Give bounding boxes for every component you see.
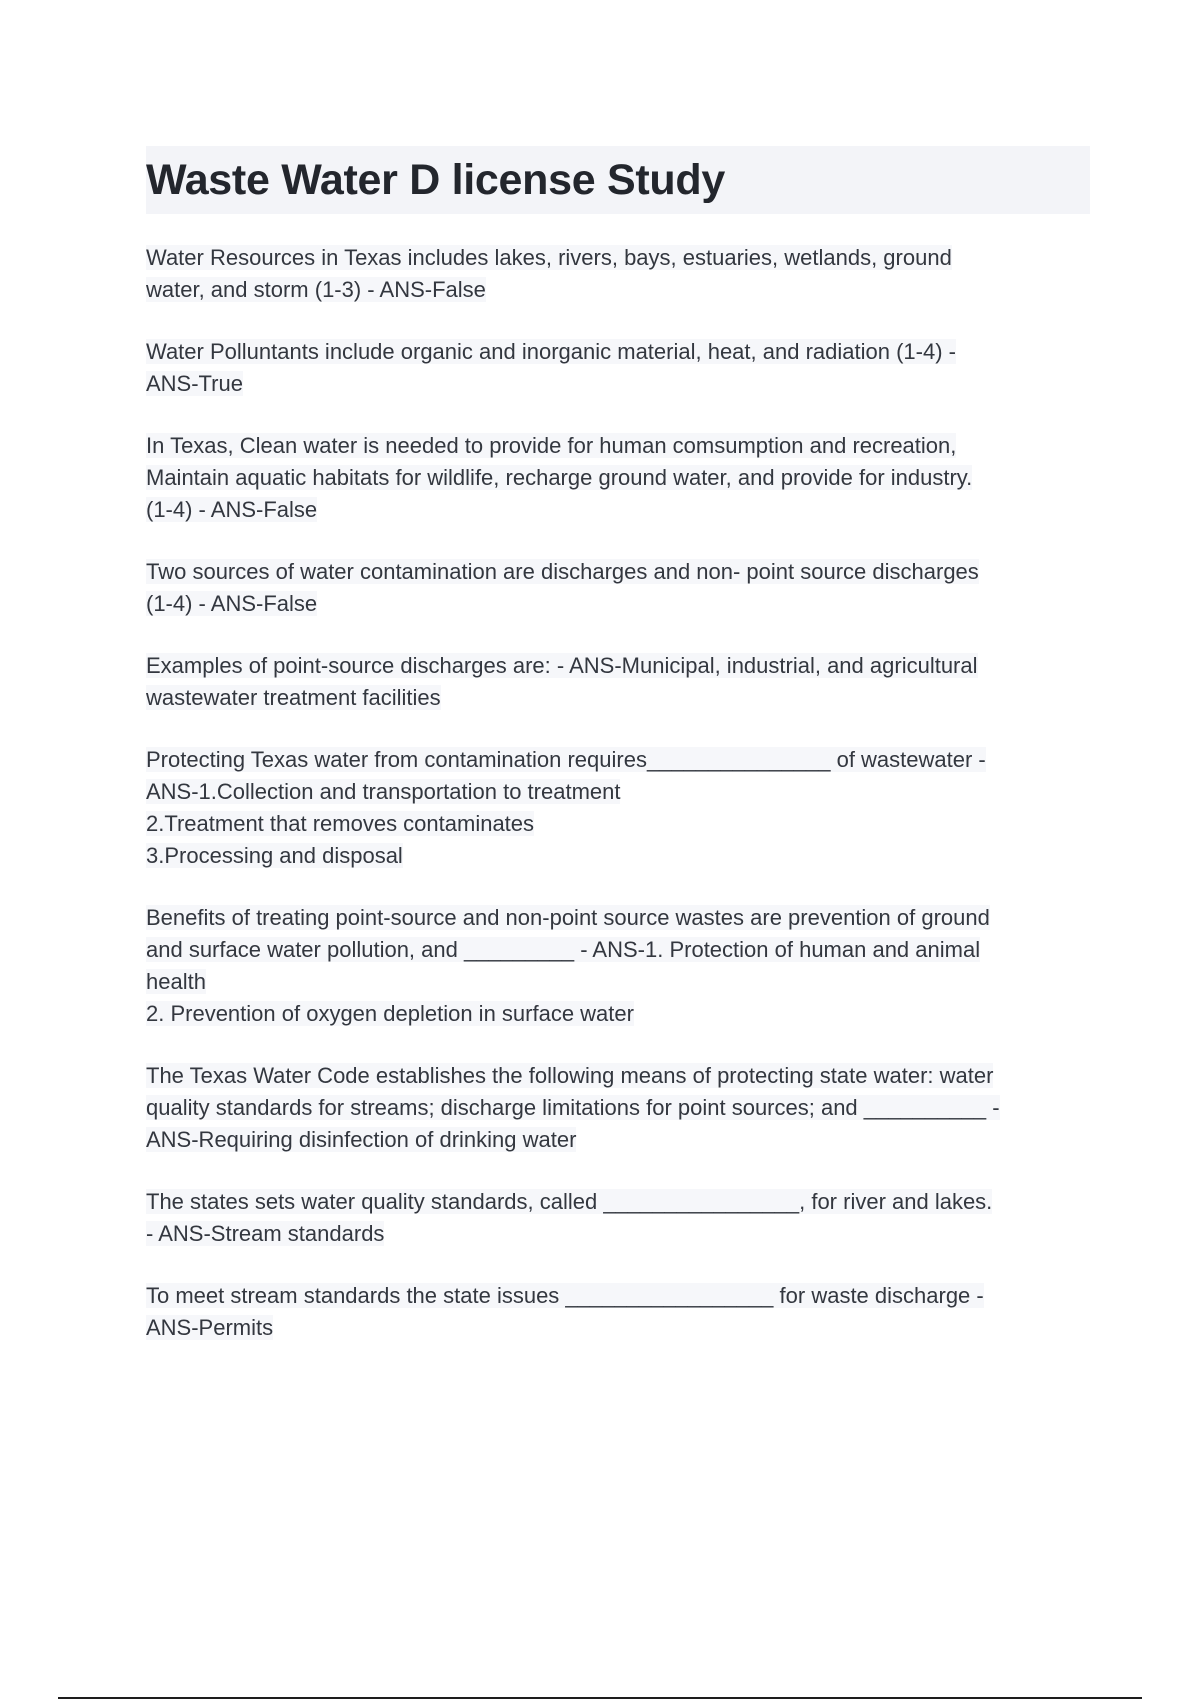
qa-line [146,776,1090,808]
qa-line-text: Maintain aquatic habitats for wildlife, recharge ground water, and provide for industry. [146,465,973,490]
qa-line-text: (1-4) - ANS-False [146,591,318,616]
qa-line [146,242,1090,274]
qa-line [146,1186,1090,1218]
qa-line-text: wastewater treatment facilities [146,685,441,710]
qa-item [146,650,1090,714]
qa-line [146,1218,1090,1250]
qa-line [146,336,1090,368]
qa-line [146,556,1090,588]
qa-line-text: Examples of point-source discharges are: - ANS-Municipal, industrial, and agricultural [146,653,978,678]
qa-line [146,998,1090,1030]
qa-item [146,430,1090,526]
qa-line [146,1060,1090,1092]
qa-line-text: ANS-Permits [146,1315,274,1340]
document-page [146,146,1090,1374]
qa-line [146,494,1090,526]
qa-line [146,1124,1090,1156]
qa-line-text: (1-4) - ANS-False [146,497,318,522]
qa-line [146,368,1090,400]
qa-line [146,744,1090,776]
qa-line-text: Two sources of water contamination are discharges and non- point source discharges [146,559,979,584]
qa-line-text: ANS-Requiring disinfection of drinking water [146,1127,577,1152]
qa-line-text: The states sets water quality standards, called ________________, for river and lakes. [146,1189,993,1214]
qa-line-text: - ANS-Stream standards [146,1221,385,1246]
qa-line [146,934,1090,966]
qa-line [146,902,1090,934]
qa-line-text: ANS-1.Collection and transportation to treatment [146,779,621,804]
qa-line [146,966,1090,998]
qa-line-text: and surface water pollution, and _________ - ANS-1. Protection of human and animal [146,937,981,962]
qa-line-text: water, and storm (1-3) - ANS-False [146,277,486,302]
qa-line [146,808,1090,840]
qa-line-text: The Texas Water Code establishes the following means of protecting state water: water [146,1063,994,1088]
qa-line [146,650,1090,682]
title-bar [146,146,1090,214]
qa-line-text: Water Polluntants include organic and inorganic material, heat, and radiation (1-4) - [146,339,956,364]
page-title: Waste Water D license Study [146,155,725,204]
qa-item [146,1186,1090,1250]
qa-item [146,902,1090,1030]
qa-line-text: Protecting Texas water from contamination requires_______________ of wastewater - [146,747,986,772]
qa-line [146,1092,1090,1124]
qa-line-text: In Texas, Clean water is needed to provide for human comsumption and recreation, [146,433,957,458]
qa-item [146,242,1090,306]
qa-item [146,1060,1090,1156]
qa-line [146,1280,1090,1312]
qa-line [146,588,1090,620]
qa-line-text: Water Resources in Texas includes lakes, rivers, bays, estuaries, wetlands, ground [146,245,952,270]
qa-line-text: ANS-True [146,371,243,396]
qa-line-text: 3.Processing and disposal [146,843,403,868]
qa-line-text: 2. Prevention of oxygen depletion in surface water [146,1001,634,1026]
qa-line-text: Benefits of treating point-source and non-point source wastes are prevention of ground [146,905,990,930]
qa-item [146,744,1090,872]
qa-line-text: health [146,969,206,994]
qa-line [146,462,1090,494]
qa-line-text: quality standards for streams; discharge limitations for point sources; and __________ - [146,1095,1000,1120]
qa-line [146,682,1090,714]
qa-line-text: 2.Treatment that removes contaminates [146,811,535,836]
qa-item [146,336,1090,400]
footer-divider [58,1697,1142,1699]
qa-line-text: To meet stream standards the state issues _________________ for waste discharge - [146,1283,984,1308]
qa-line [146,274,1090,306]
qa-line [146,430,1090,462]
qa-list [146,242,1090,1344]
qa-item [146,1280,1090,1344]
qa-line [146,1312,1090,1344]
qa-line [146,840,1090,872]
qa-item [146,556,1090,620]
